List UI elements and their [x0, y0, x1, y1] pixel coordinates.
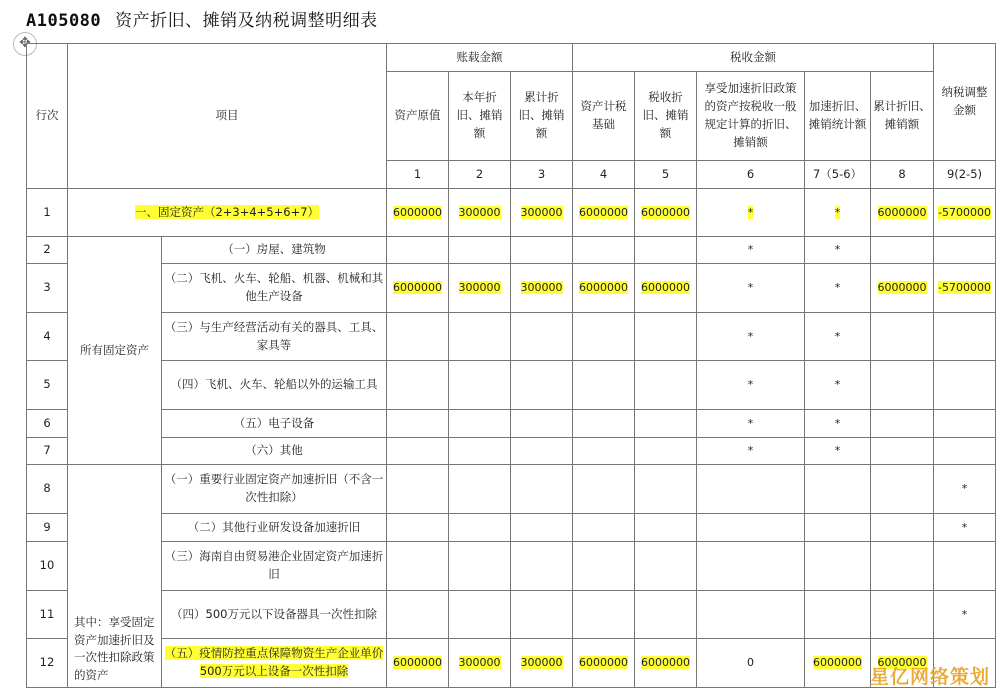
- cell-value: 6000000: [641, 281, 690, 295]
- cell[interactable]: [573, 410, 635, 438]
- cell-value: -5700000: [938, 281, 991, 295]
- cell[interactable]: [635, 313, 697, 361]
- cell[interactable]: [449, 189, 511, 237]
- cell[interactable]: [387, 438, 449, 465]
- row-item-label: （一）房屋、建筑物: [162, 237, 387, 264]
- header-tax-adjustment: 纳税调整金额: [934, 44, 996, 161]
- cell[interactable]: [805, 639, 871, 688]
- cell[interactable]: [934, 313, 996, 361]
- col-number-4: 4: [573, 161, 635, 189]
- table-row: [27, 465, 996, 514]
- cell[interactable]: [387, 639, 449, 688]
- cell[interactable]: [387, 410, 449, 438]
- cell[interactable]: [934, 361, 996, 410]
- cell-value: *: [834, 205, 841, 219]
- cell[interactable]: [449, 313, 511, 361]
- row-no: 7: [27, 438, 68, 465]
- cell[interactable]: [805, 514, 871, 542]
- cell[interactable]: [449, 465, 511, 514]
- col-header-7: 加速折旧、摊销统计额: [805, 72, 871, 161]
- cell[interactable]: [573, 189, 635, 237]
- cell[interactable]: [635, 465, 697, 514]
- cell-value: 6000000: [393, 656, 442, 670]
- col-number-5: 5: [635, 161, 697, 189]
- col-number-1: 1: [387, 161, 449, 189]
- cell[interactable]: [449, 410, 511, 438]
- table-row: [27, 189, 996, 237]
- cell-value: -5700000: [938, 205, 991, 219]
- cell-value: 6000000: [579, 656, 628, 670]
- site-watermark: 星亿网络策划: [869, 666, 990, 688]
- cell[interactable]: [635, 189, 697, 237]
- cell[interactable]: [805, 591, 871, 639]
- cell-value: 300000: [458, 205, 501, 219]
- row-item-label: （二）飞机、火车、轮船、机器、机械和其他生产设备: [162, 264, 387, 313]
- cell-value: 6000000: [877, 205, 927, 219]
- cell[interactable]: [573, 264, 635, 313]
- cell[interactable]: [511, 591, 573, 639]
- cell-value: 300000: [458, 281, 501, 295]
- col-number-8: 8: [871, 161, 934, 189]
- cell[interactable]: [871, 361, 934, 410]
- cell[interactable]: [697, 189, 805, 237]
- header-item: 项目: [68, 44, 387, 189]
- cell[interactable]: [511, 514, 573, 542]
- cell[interactable]: [511, 465, 573, 514]
- table-row: [27, 410, 996, 438]
- cell[interactable]: *: [697, 361, 805, 410]
- cell[interactable]: [871, 313, 934, 361]
- cell[interactable]: [871, 237, 934, 264]
- cell[interactable]: [871, 591, 934, 639]
- cell-value: 300000: [458, 656, 501, 670]
- group-label-fixed-assets: 所有固定资产: [68, 237, 162, 465]
- cell[interactable]: [573, 639, 635, 688]
- row-no: 3: [27, 264, 68, 313]
- move-icon[interactable]: ✥: [13, 32, 37, 56]
- cell-value: 6000000: [579, 205, 628, 219]
- cell[interactable]: [871, 438, 934, 465]
- row-item: [68, 189, 387, 237]
- col-header-1: 资产原值: [387, 72, 449, 161]
- header-book-amount: 账载金额: [387, 44, 573, 72]
- cell[interactable]: *: [805, 313, 871, 361]
- cell[interactable]: [573, 313, 635, 361]
- row-no: 11: [27, 591, 68, 639]
- cell[interactable]: *: [805, 438, 871, 465]
- cell[interactable]: [635, 361, 697, 410]
- cell[interactable]: [697, 465, 805, 514]
- cell[interactable]: [449, 264, 511, 313]
- col-header-2: 本年折旧、摊销额: [449, 72, 511, 161]
- table-row: [27, 639, 996, 688]
- cell[interactable]: *: [805, 361, 871, 410]
- col-number-3: 3: [511, 161, 573, 189]
- cell[interactable]: [511, 237, 573, 264]
- cell-value: 6000000: [393, 205, 442, 219]
- row-no: 6: [27, 410, 68, 438]
- cell[interactable]: *: [697, 264, 805, 313]
- cell[interactable]: [635, 410, 697, 438]
- cell[interactable]: *: [697, 237, 805, 264]
- cell[interactable]: [387, 313, 449, 361]
- cell-value: 6000000: [641, 656, 690, 670]
- detail-table: [26, 43, 996, 688]
- cell[interactable]: [511, 639, 573, 688]
- cell[interactable]: [805, 542, 871, 591]
- row-item: [162, 639, 387, 688]
- cell[interactable]: [511, 313, 573, 361]
- cell[interactable]: [697, 591, 805, 639]
- cell[interactable]: [387, 591, 449, 639]
- row-no: 9: [27, 514, 68, 542]
- cell-value: 300000: [520, 281, 563, 295]
- cell-value: 300000: [520, 656, 563, 670]
- row-item-label: （二）其他行业研发设备加速折旧: [162, 514, 387, 542]
- cell[interactable]: [573, 361, 635, 410]
- cell[interactable]: [511, 542, 573, 591]
- cell[interactable]: [871, 514, 934, 542]
- cell[interactable]: [449, 639, 511, 688]
- row-no: 10: [27, 542, 68, 591]
- col-header-4: 资产计税基础: [573, 72, 635, 161]
- cell[interactable]: *: [934, 465, 996, 514]
- cell[interactable]: [449, 438, 511, 465]
- cell[interactable]: [805, 189, 871, 237]
- cell[interactable]: [635, 237, 697, 264]
- cell[interactable]: [573, 438, 635, 465]
- cell[interactable]: [387, 361, 449, 410]
- cell-value: 6000000: [877, 656, 927, 670]
- cell[interactable]: [449, 591, 511, 639]
- col-number-6: 6: [697, 161, 805, 189]
- row-item-label: （三）海南自由贸易港企业固定资产加速折旧: [162, 542, 387, 591]
- table-row: [27, 514, 996, 542]
- cell[interactable]: *: [697, 410, 805, 438]
- cell[interactable]: *: [805, 237, 871, 264]
- cell-value: 6000000: [813, 656, 862, 670]
- cell-value: 300000: [520, 205, 563, 219]
- cell[interactable]: [449, 237, 511, 264]
- table-row: [27, 542, 996, 591]
- header-tax-amount: 税收金额: [573, 44, 934, 72]
- row-item-label: （三）与生产经营活动有关的器具、工具、家具等: [162, 313, 387, 361]
- header-line-no: 行次: [27, 44, 68, 189]
- row-item-label: （五）电子设备: [162, 410, 387, 438]
- row-no: 1: [27, 189, 68, 237]
- cell[interactable]: [573, 542, 635, 591]
- cell[interactable]: [871, 189, 934, 237]
- row-no: 8: [27, 465, 68, 514]
- cell[interactable]: [511, 189, 573, 237]
- cell[interactable]: [871, 264, 934, 313]
- row-item-label: （五）疫情防控重点保障物资生产企业单价500万元以上设备一次性扣除: [164, 646, 384, 678]
- col-header-3: 累计折旧、摊销额: [511, 72, 573, 161]
- cell[interactable]: [934, 542, 996, 591]
- cell[interactable]: [573, 465, 635, 514]
- table-row: [27, 361, 996, 410]
- table-row: [27, 313, 996, 361]
- cell[interactable]: [697, 514, 805, 542]
- col-header-5: 税收折旧、摊销额: [635, 72, 697, 161]
- cell[interactable]: [511, 410, 573, 438]
- cell[interactable]: [449, 542, 511, 591]
- cell-value: 6000000: [393, 281, 442, 295]
- table-row: [27, 237, 996, 264]
- cell[interactable]: [449, 514, 511, 542]
- table-row: [27, 438, 996, 465]
- cell[interactable]: *: [805, 410, 871, 438]
- cell-value: 6000000: [877, 281, 927, 295]
- cell[interactable]: [635, 639, 697, 688]
- col-header-6: 享受加速折旧政策的资产按税收一般规定计算的折旧、摊销额: [697, 72, 805, 161]
- row-no: 12: [27, 639, 68, 688]
- row-no: 2: [27, 237, 68, 264]
- table-row: [27, 264, 996, 313]
- cell[interactable]: [511, 438, 573, 465]
- cell[interactable]: [934, 410, 996, 438]
- cell[interactable]: [573, 514, 635, 542]
- cell[interactable]: *: [697, 313, 805, 361]
- cell[interactable]: [871, 465, 934, 514]
- cell[interactable]: [573, 237, 635, 264]
- form-name: 资产折旧、摊销及纳税调整明细表: [115, 11, 378, 31]
- row-no: 4: [27, 313, 68, 361]
- cell-value: 6000000: [641, 205, 690, 219]
- cell[interactable]: *: [934, 514, 996, 542]
- row-item-label: （一）重要行业固定资产加速折旧（不含一次性扣除）: [162, 465, 387, 514]
- cell-value: *: [747, 205, 754, 219]
- table-row: [27, 591, 996, 639]
- cell[interactable]: [635, 514, 697, 542]
- col-number-9: 9(2-5): [934, 161, 996, 189]
- cell[interactable]: [387, 264, 449, 313]
- cell[interactable]: [387, 237, 449, 264]
- row-item-label: 一、固定资产（2+3+4+5+6+7）: [134, 204, 320, 219]
- cell[interactable]: [387, 514, 449, 542]
- group-label-accelerated: 其中：享受固定资产加速折旧及一次性扣除政策的资产: [68, 465, 162, 688]
- cell[interactable]: [511, 264, 573, 313]
- cell[interactable]: *: [805, 264, 871, 313]
- col-number-2: 2: [449, 161, 511, 189]
- cell[interactable]: [573, 591, 635, 639]
- cell[interactable]: [635, 542, 697, 591]
- cell[interactable]: [511, 361, 573, 410]
- cell[interactable]: [635, 591, 697, 639]
- form-code: A105080: [26, 11, 102, 31]
- cell[interactable]: [934, 189, 996, 237]
- cell[interactable]: [934, 264, 996, 313]
- row-item-label: （四）500万元以下设备器具一次性扣除: [162, 591, 387, 639]
- cell[interactable]: [635, 264, 697, 313]
- cell[interactable]: [387, 189, 449, 237]
- cell[interactable]: [805, 465, 871, 514]
- row-no: 5: [27, 361, 68, 410]
- cell[interactable]: [387, 542, 449, 591]
- cell[interactable]: [871, 410, 934, 438]
- form-title: [26, 6, 378, 31]
- row-item-label: （四）飞机、火车、轮船以外的运输工具: [162, 361, 387, 410]
- cell[interactable]: [449, 361, 511, 410]
- row-item-label: （六）其他: [162, 438, 387, 465]
- cell[interactable]: [635, 438, 697, 465]
- col-number-7: 7（5-6）: [805, 161, 871, 189]
- cell[interactable]: [934, 438, 996, 465]
- col-header-8: 累计折旧、摊销额: [871, 72, 934, 161]
- cell[interactable]: 0: [697, 639, 805, 688]
- cell[interactable]: *: [697, 438, 805, 465]
- cell-value: 6000000: [579, 281, 628, 295]
- cell[interactable]: [871, 542, 934, 591]
- cell[interactable]: *: [934, 591, 996, 639]
- cell[interactable]: [697, 542, 805, 591]
- cell[interactable]: [387, 465, 449, 514]
- cell[interactable]: [934, 237, 996, 264]
